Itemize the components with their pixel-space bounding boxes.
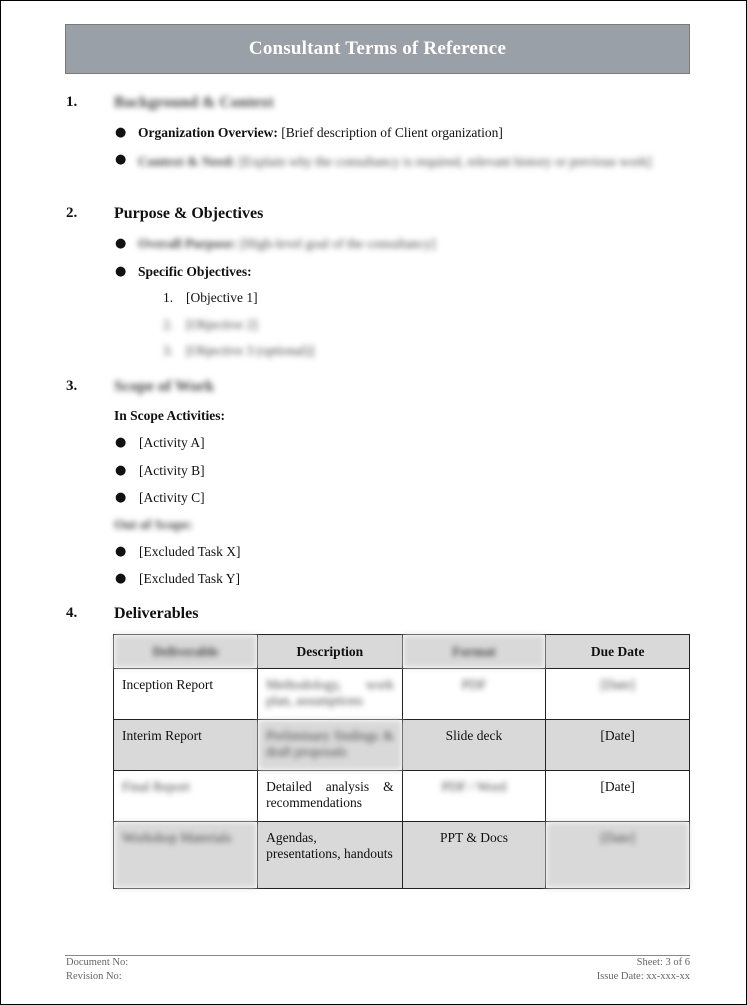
section-number: 1. <box>66 94 78 110</box>
list-item <box>138 125 503 141</box>
table-row <box>114 822 690 889</box>
format-cell: Slide deck <box>402 720 546 771</box>
column-header: Deliverable <box>114 635 258 669</box>
objective-number: 2. <box>163 317 174 332</box>
objective-item: [Objective 2] <box>186 317 258 332</box>
bullet-icon: ● <box>115 463 127 478</box>
item-label: Context & Need: <box>138 154 236 169</box>
item-text: [High-level goal of the consultancy] <box>239 236 436 251</box>
deliverable-cell: Interim Report <box>114 720 258 771</box>
bullet-icon: ● <box>115 152 127 167</box>
section-number: 4. <box>66 605 78 621</box>
objective-item: [Objective 1] <box>186 290 258 305</box>
table-row <box>114 720 690 771</box>
section-title: Background & Context <box>114 94 274 111</box>
column-header: Format <box>402 635 546 669</box>
objective-number: 3. <box>163 343 174 358</box>
bullet-icon: ● <box>115 236 127 251</box>
list-item <box>138 236 436 252</box>
in-scope-label: In Scope Activities: <box>114 408 225 423</box>
description-cell: Agendas, presentations, handouts <box>258 822 403 889</box>
table-row <box>114 771 690 822</box>
footer-issue-date: Issue Date: xx-xxx-xx <box>596 971 690 982</box>
section-title: Deliverables <box>114 605 199 622</box>
item-label: Organization Overview: <box>138 125 278 140</box>
item-text: [Explain why the consultancy is required, relevant history or previous work] <box>238 154 652 169</box>
bullet-icon: ● <box>115 264 127 279</box>
bullet-icon: ● <box>115 544 127 559</box>
list-item: [Activity B] <box>139 463 205 478</box>
description-cell: Preliminary findings & draft proposals <box>258 720 403 771</box>
due-date-cell: [Date] <box>546 771 690 822</box>
deliverables-table <box>113 634 690 889</box>
section-title: Scope of Work <box>114 378 215 395</box>
deliverable-cell: Workshop Materials <box>114 822 258 889</box>
section-number: 3. <box>66 378 78 394</box>
column-header: Description <box>258 635 403 669</box>
list-item-label: Specific Objectives: <box>138 264 252 279</box>
bullet-icon: ● <box>115 571 127 586</box>
table-header-row <box>114 635 690 669</box>
column-header: Due Date <box>546 635 690 669</box>
format-cell: PDF / Word <box>402 771 546 822</box>
bullet-icon: ● <box>115 435 127 450</box>
item-label: Overall Purpose: <box>138 236 237 251</box>
section-number: 2. <box>66 205 78 221</box>
title-banner <box>65 24 690 74</box>
list-item: [Activity A] <box>139 435 205 450</box>
footer-document-no: Document No: <box>66 957 129 968</box>
footer-divider <box>65 955 690 956</box>
section-title: Purpose & Objectives <box>114 205 264 222</box>
description-cell: Detailed analysis & recommendations <box>258 771 403 822</box>
list-item: [Excluded Task Y] <box>139 571 241 586</box>
document-title: Consultant Terms of Reference <box>248 38 507 59</box>
list-item: [Excluded Task X] <box>139 544 241 559</box>
footer-sheet: Sheet: 3 of 6 <box>636 957 690 968</box>
list-item <box>138 152 693 172</box>
format-cell: PPT & Docs <box>402 822 546 889</box>
objective-item: [Objective 3 (optional)] <box>186 343 315 358</box>
deliverable-cell: Inception Report <box>114 669 258 720</box>
format-cell: PDF <box>402 669 546 720</box>
footer-revision-no: Revision No: <box>66 971 122 982</box>
table-row <box>114 669 690 720</box>
due-date-cell: [Date] <box>546 669 690 720</box>
deliverable-cell: Final Report <box>114 771 258 822</box>
due-date-cell: [Date] <box>546 720 690 771</box>
out-scope-label: Out of Scope: <box>114 517 193 532</box>
list-item: [Activity C] <box>139 490 205 505</box>
due-date-cell: [Date] <box>546 822 690 889</box>
bullet-icon: ● <box>115 125 127 140</box>
objective-number: 1. <box>163 290 174 305</box>
bullet-icon: ● <box>115 490 127 505</box>
item-text: [Brief description of Client organization] <box>281 125 503 140</box>
description-cell: Methodology, work plan, assumptions <box>258 669 403 720</box>
